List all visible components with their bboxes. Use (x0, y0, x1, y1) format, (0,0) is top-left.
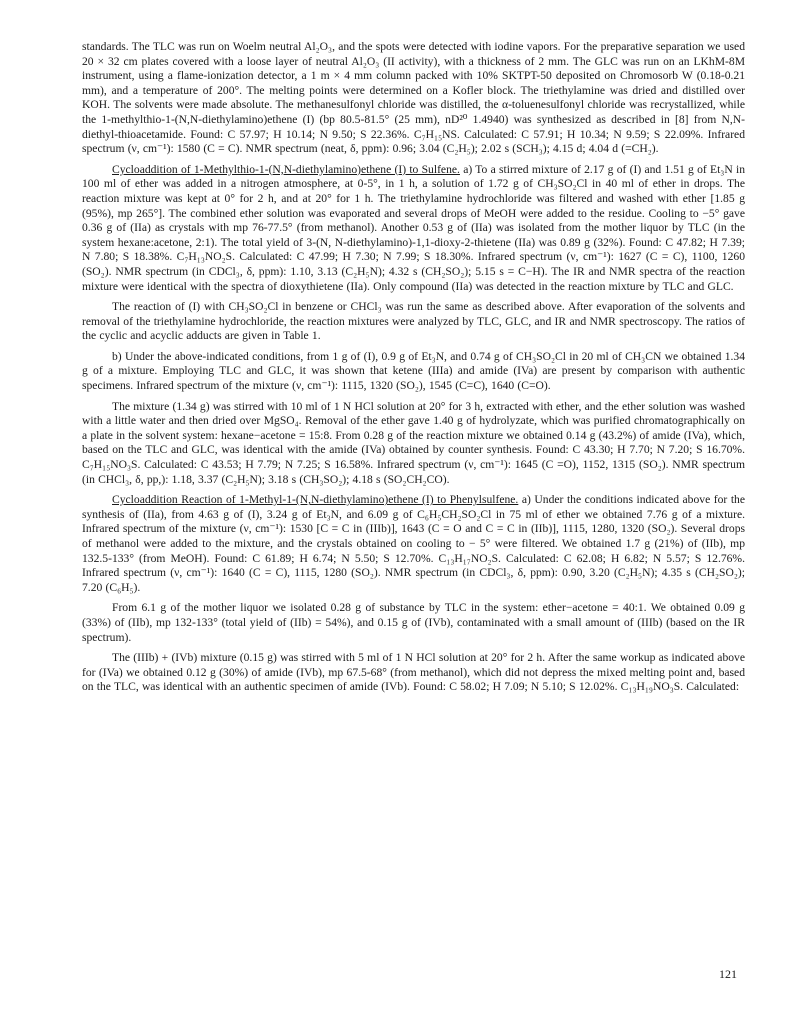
paragraph (82, 493, 745, 595)
paragraph-text: The (IIIb) + (IVb) mixture (0.15 g) was stirred with 5 ml of 1 N HCl solution at 20° for 2 h. After the same workup as indicated above for (IVa) we obtained 0.12 g (30%) of amide (IVb), mp 67.5-68° (from methanol), which did not depress the mixed melting point and, based on the TLC, was identical with an authentic specimen of amide (IVb). Found: C 58.02; H 7.09; N 5.10; S 12.02%. C₁₃H₁₉NO₃S. Calculated: (82, 651, 745, 694)
paragraph-text: b) Under the above-indicated conditions, from 1 g of (I), 0.9 g of Et₃N, and 0.74 g of CH₃SO₂Cl in 20 ml of CH₃CN we obtained 1.34 g of a mixture. Employing TLC and GLC, it was shown that ketene (IIIa) and amide (IVa) are present by comparison with authentic specimens. Infrared spectrum of the mixture (ν, cm⁻¹): 1115, 1320 (SO₂), 1545 (C=C), 1640 (C=O). (82, 349, 745, 393)
paragraph-text: a) Under the conditions indicated above for the synthesis of (IIa), from 4.63 g of (I), 3.24 g of Et₃N, and 6.09 g of C₆H₅CH₂SO₂Cl in 75 ml of ether we obtained 7.76 g of a mixture. Infrared spectrum of the mixture (ν, cm⁻¹): 1530 [C = C in (IIIb)], 1643 (C = O and C = C in (IIb)], 1115, 1280, 1320 (SO₂). Several drops of methanol were added to the mixture, and the crystals obtained on cooling to − 5° were filtered. We obtained 1.7 g (21%) of (IIb), mp 132.5-133° (from MeOH). Found: C 61.89; H 6.74; N 5.50; S 12.70%. C₁₃H₁₇NO₂S. Calculated: C 62.08; H 6.82; N 5.57; S 12.76%. Infrared spectrum (ν, cm⁻¹): 1640 (C = C), 1115, 1280 (SO₂). NMR spectrum (in CDCl₃, δ, ppm): 0.90, 3.20 (C₂H₅N); 4.35 s (CH₂SO₂); 7.20 (C₆H₅). (82, 493, 745, 594)
paragraph-text: From 6.1 g of the mother liquor we isolated 0.28 g of substance by TLC in the system: ether−acetone = 40:1. We obtained 0.09 g (33%) of (IIb), mp 132-133° (total yield of (IIb) = 54%), and 0.15 g of (IVb), contaminated with a small amount of (IIIb) (based on the IR spectrum). (82, 601, 745, 644)
paragraph (82, 601, 745, 645)
paragraph-text: standards. The TLC was run on Woelm neutral Al₂O₃, and the spots were detected with iodine vapors. For the preparative separation we used 20 × 32 cm plates covered with a loose layer of neutral Al₂O₃ (II activity), with a thickness of 2 mm. The GLC was run on an LKhM-8M instrument, using a flame-ionization detector, a 1 m × 4 mm column packed with 10% SKTPT-50 deposited on Chromosorb W (0.18-0.21 mm), and a temperature of 200°. The melting points were determined on a Kofler block. The triethylamine was dried and distilled over KOH. The solvents were made absolute. The methanesulfonyl chloride was distilled, the α-toluenesulfonyl chloride was recrystallized, while the 1-methylthio-1-(N,N-diethylamino)ethene (I) (bp 80.5-81.5° (25 mm), nD²⁰ 1.4940) was synthesized as described in [8] from N,N-diethyl-thioacetamide. Found: C 57.97; H 10.14; N 9.50; S 22.36%. C₇H₁₅NS. Calculated: C 57.91; H 10.34; N 9.59; S 22.09%. Infrared spectrum (ν, cm⁻¹): 1580 (C = C). NMR spectrum (neat, δ, ppm): 0.96; 3.04 (C₂H₅); 2.02 s (SCH₃); 4.15 d; 4.04 d (=CH₂). (82, 40, 745, 156)
paragraph-text: a) To a stirred mixture of 2.17 g of (I) and 1.51 g of Et₃N in 100 ml of ether was added in a nitrogen atmosphere, at 0-5°, in 1 h, a solution of 1.72 g of CH₃SO₂Cl in 40 ml of ether in drops. The reaction mixture was kept at 0° for 2 h, and at 20° for 1 h. The triethylamine hydrochloride was filtered and washed with ether [1.85 g (95%), mp 265°]. The combined ether solution was evaporated and several drops of MeOH were added to the residue. Cooling to −5° gave 0.36 g of (IIa) as crystals with mp 76-77.5° (from methanol). Another 0.53 g of (IIa) was isolated from the mother liquor by TLC (in the system hexane:acetone, 2:1). The total yield of 3-(N, N-diethylamino)-1,1-dioxy-2-thietene (IIa) was 0.89 g (32%). Found: C 47.82; H 7.39; N 7.80; S 18.38%. C₇H₁₃NO₂S. Calculated: C 47.99; H 7.30; N 7.99; S 18.30%. Infrared spectrum (ν, cm⁻¹): 1627 (C = C), 1100, 1260 (SO₂). NMR spectrum (in CDCl₃, δ, ppm): 1.10, 3.13 (C₂H₅N); 4.32 s (CH₂SO₂); 5.15 s = C−H). The IR and NMR spectra of the reaction mixture were identical with the spectra of dioxythietene (IIa). Only compound (IIa) was detected in the reaction mixture by TLC and GLC. (82, 162, 745, 293)
paragraph (82, 163, 745, 294)
body-text (82, 40, 745, 695)
paragraph (82, 350, 745, 394)
page-number: 121 (719, 967, 737, 981)
section-heading: Cycloaddition Reaction of 1-Methyl-1-(N,N-diethylamino)ethene (I) to Phenylsulfene. (112, 493, 519, 507)
paragraph (82, 40, 745, 157)
paragraph-text: The mixture (1.34 g) was stirred with 10 ml of 1 N HCl solution at 20° for 3 h, extracted with ether, and the ether solution was washed with a little water and then dried over MgSO₄. Removal of the ether gave 1.40 g of hydrolyzate, which was purified chromatographically on a plate in the solvent system: hexane−acetone = 15:8. From 0.28 g of the reaction mixture we obtained 0.14 g (43.2%) of amide (IVa), which, based on the TLC and GLC, was identical with the amide (IVa) obtained by counter synthesis. Found: C 43.30; H 7.70; N 7.20; S 16.70%. C₇H₁₅NO₃S. Calculated: C 43.53; H 7.79; N 7.25; S 16.58%. Infrared spectrum (ν, cm⁻¹): 1645 (C =O), 1152, 1315 (SO₂). NMR spectrum (in CHCl₃, δ, pp,): 1.18, 3.37 (C₂H₅N); 3.18 s (CH₃SO₂); 4.18 s (SO₂CH₂CO). (82, 399, 745, 486)
paragraph-text: The reaction of (I) with CH₃SO₂Cl in benzene or CHCl₃ was run the same as described above. After evaporation of the solvents and removal of the triethylamine hydrochloride, the reaction mixtures were analyzed by TLC, GLC, and IR and NMR spectroscopy. The ratios of the cyclic and acyclic adducts are given in Table 1. (82, 300, 745, 343)
paragraph (82, 300, 745, 344)
paragraph (82, 651, 745, 695)
paragraph (82, 400, 745, 488)
section-heading: Cycloaddition of 1-Methylthio-1-(N,N-diethylamino)ethene (I) to Sulfene. (112, 162, 460, 176)
